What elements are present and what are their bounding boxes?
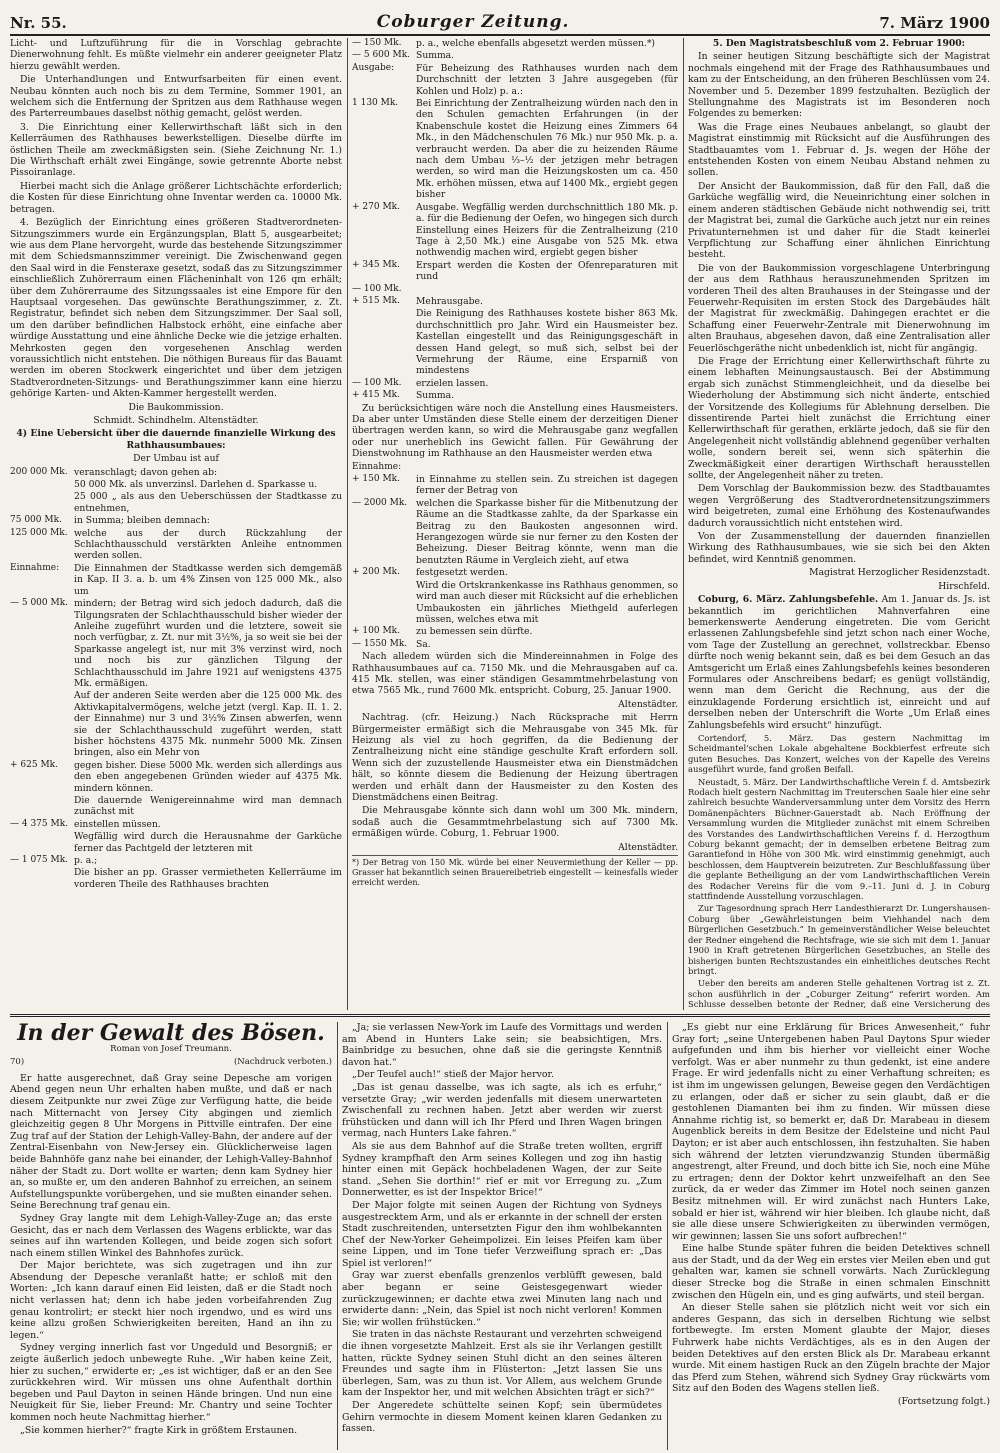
table-row (352, 50, 678, 61)
paragraph: Hierbei macht sich die Anlage größerer Lichtschächte erforderlich; die Kosten für diese Einrichtung ohne Inventar werden ca. 10000 Mk. betragen. (10, 180, 342, 215)
paragraph: Zu berücksichtigen wäre noch die Anstellung eines Hausmeisters. Da aber unter Umständen diese Stelle einem der derzeitigen Diener übertragen werden kann, so wird die Mehrausgabe ganz wegfallen oder nur unerheblich ins Gewicht fallen. Für Gewährung der Dienstwohnung im Rathhause an den Hausmeister werden etwa (352, 402, 678, 460)
paragraph: Der Major folgte mit seinen Augen der Richtung von Sydneys ausgestrecktem Arm, und als er erkannte in der schnell der ersten Stadt zuschreitenden, untersetzten Figur den ihm wohlbekannten Chef der New-Yorker Geheimpolizei. Ein leises Pfeifen kam über seine Lippen, und im Tone tiefer Verzweiflung sprach er: „Das Spiel ist verloren!“ (342, 1199, 662, 1269)
paragraph: Gray war zuerst ebenfalls grenzenlos verblüfft gewesen, bald aber begann er seine Geistesgegenwart wieder zurückzugewinnen; er dachte etwa zwei Minuten lang nach und erwiderte dann: „Nein, das Spiel ist noch nicht verloren! Kommen Sie; wir wollen frühstücken.“ (342, 1270, 662, 1328)
row-text: gegen bisher. Diese 5000 Mk. werden sich allerdings aus den eben angegebenen Gründen wieder auf 4375 Mk. mindern können. (74, 759, 342, 794)
amount: — 150 Mk. (352, 38, 402, 48)
serial-rights: (Nachdruck verboten.) (233, 1057, 332, 1068)
table-row (352, 639, 678, 650)
serial-number: 70) (10, 1057, 25, 1068)
table-row (10, 795, 342, 818)
row-text: welchen die Sparkasse bisher für die Mitbenutzung der Räume an die Stadtkasse zahlte, da der Sparkasse ein Beitrag zu den Baukosten angesonnen wird. Herangezogen würde sie nur ferner zu den Kosten der Beheizung. Dieser Beitrag könnte, wenn man die benutzten Räume in Vergleich zieht, auf etwa (416, 497, 678, 566)
table-row (352, 580, 678, 626)
row-text: Summa. (416, 390, 455, 402)
news-heading: Coburg, 6. März. Zahlungsbefehle. (698, 594, 879, 606)
signature: Altenstädter. (618, 841, 678, 853)
paragraph: „Es giebt nur eine Erklärung für Brices Anwesenheit,“ fuhr Gray fort; „seine Untergebenen haben Paul Daytons Spur wieder aufgefunden und ihm bis hierher vor vielleicht einer Woche verfolgt. Was er aber nunmehr zu thun gedenkt, ist eine andere Frage. Er wird jedenfalls nicht zu einer Verhaftung schreiten; es ist ihm im ungewissen gelungen, Beweise gegen den Verdächtigen zu erlangen, oder daß er sicher zu sein glaubt, daß er die gestohlenen Diamanten bei ihm zu finden. Wir müssen diese Annahme richtig ist, so bemerkt er, daß Dr. Marabeau in diesem Augenblick bereits in dem Besitze der Edelsteine und nicht Paul Dayton; er ist aber auch entschlossen, ihn festzuhalten. Sie haben sich während der letzten vierundzwanzig Stunden übermäßig angestrengt, alter Freund, und doch bitte ich Sie, noch eine Mühe zu ertragen; denn der Doktor kehrt unzweifelhaft an den See zurück, da er weder das Zimmer im Hotel noch seinen ganzen Besitz mitnehmen will. Er wird zunächst nach Hunters Lake, sobald er hier ist, während wir hier bleiben. Ich glaube nicht, daß sie alle diese unsere Schwierigkeiten zu überwinden vermögen, wir gewinnen; lassen Sie uns sofort aufbrechen!“ (672, 1022, 990, 1242)
paragraph: Von der Zusammenstellung der dauernden finanziellen Wirkung des Rathhausumbaues, wie sie sich bei den Akten befindet, wird Kenntniß genommen. (688, 531, 990, 565)
amount: Einnahme: (352, 461, 402, 472)
paragraph: Der Umbau ist auf (133, 453, 219, 465)
feuilleton-section (10, 1022, 990, 1450)
serial-column-2 (342, 1022, 662, 1450)
table-row (10, 598, 342, 689)
paragraph: „Sie kommen hierher?“ fragte Kirk in größtem Erstaunen. (20, 1424, 298, 1436)
news-text: Am 1. Januar ds. Js. ist bekanntlich im gerichtlichen Mahnverfahren eine bemerkenswerte Aenderung eingetreten. Die vom Gericht erlassenen Zahlungsbefehle sind jetzt schon nach einer Woche, vom Tage der Zustellung an gerechnet, vollstreckbar. Ebenso dürfte noch wenig bekannt sein, daß es bei dem Gesuch an das Amtsgericht um Erlaß eines Zahlungsbefehls keines besonderen Formulares oder Anschreibens bedarf; es genügt vollständig, wenn man dem Gericht die Rechnung, aus der die einzuklagende Forderung ersichtlich ist, einreicht und auf derselben neben der Unterschrift die Worte „Um Erlaß eines Zahlungsbefehls wird ersucht“ hinzufügt. (688, 594, 990, 731)
signature: Magistrat Herzoglicher Residenzstadt. (809, 567, 990, 579)
issue-number: Nr. 55. (10, 14, 67, 32)
row-text: Die bisher an pp. Grasser vermietheten Kellerräume im vorderen Theile des Rathhauses brachten (74, 867, 342, 890)
serial-title: In der Gewalt des Bösen. (17, 1022, 325, 1046)
table-row (10, 515, 342, 526)
amount: Einnahme: (10, 562, 60, 573)
row-text: Bei Einrichtung der Zentralheizung würden nach den in den Schulen gemachten Erfahrungen (in der Knabenschule kostet die Heizung eines Zimmers 64 Mk., in den Mädchenschulen 76 Mk.) nur 950 Mk. p. a. verbraucht werden. Da aber die zu heizenden Räume nach dem Umbau ⅓–½ der jetzigen mehr betragen werden, so wird man die Heizungskosten um ca. 450 Mk. erhöhen müssen, etwa auf 1400 Mk., ergiebt gegen bisher (416, 98, 678, 201)
table-row (10, 491, 342, 514)
amount: — 1 075 Mk. (10, 855, 69, 866)
signature-names: Schmidt. Schindhelm. Altenstädter. (93, 415, 259, 426)
news-item: Zur Tagesordnung sprach Herr Landesthierarzt Dr. Lungershausen-Coburg über „Gewährleistungen beim Viehhandel nach dem Bürgerlichen Gesetzbuch.“ In gemeinverständlicher Weise beleuchtet der Redner eingehend die Rechtsfrage, wie sie sich mit dem 1. Januar 1900 in Kraft getretenen Bürgerlichen Gesetzbuches, an Stelle des bisherigen bunten Rechtszustandes ein einheitliches deutsches Recht bringt. (688, 903, 990, 976)
row-text: Sa. (416, 638, 431, 650)
amount: + 100 Mk. (352, 626, 400, 637)
paragraph: Die von der Baukommission vorgeschlagene Unterbringung der aus dem Rathhaus herauszunehmenden Spritzen im vorderen Theil des alten Brauhauses in der Steingasse und der Feuerwehr-Requisiten im ersten Stock des Dargebäudes hält der Magistrat für zweckmäßig. Dahingegen erachtet er die Schaffung einer Feuerwehr-Zentrale mit Dienerwohnung im alten Brauhaus, abgesehen davon, daß eine Zentralisation aller Feuerlöschgeräthe nicht unbedenklich ist, nicht für angängig. (688, 262, 990, 354)
row-text: Ausgabe. Wegfällig werden durchschnittlich 180 Mk. p. a. für die Bedienung der Oefen, wo hingegen sich durch Einstellung eines Heizers für die Zentralheizung (210 Tage à 2,50 Mk.) eine Ausgabe von 525 Mk. etwa nothwendig machen wird, ergiebt gegen bisher (416, 201, 678, 259)
row-text: erzielen lassen. (416, 377, 489, 389)
row-text: Erspart werden die Kosten der Ofenreparaturen mit rund (416, 259, 678, 283)
column-divider (667, 1022, 668, 1450)
table-row (352, 462, 678, 473)
amount: Ausgabe: (352, 62, 395, 73)
serial-subtitle: Roman von Josef Treumann. (110, 1043, 232, 1054)
newspaper-title: Coburger Zeitung. (376, 12, 570, 32)
serial-column-1 (10, 1022, 332, 1450)
finance-rows (10, 467, 342, 891)
news-item: Cortendorf, 5. März. Das gestern Nachmittag im Scheidmantel'schen Lokale abgehaltene Bockbierfest erfreute sich guten Besuches. Das Konzert, welches von der Kapelle des Vereins ausgeführt wurde, fand großen Beifall. (688, 732, 990, 775)
amount: — 4 375 Mk. (10, 818, 69, 829)
paragraph: Eine halbe Stunde später fuhren die beiden Detektives schnell aus der Stadt, und da der Weg ein erstes vier Meilen eben und gut gehalten war, kamen sie schnell vorwärts. Nach Zurücklegung dieser Strecke bog die Straße in einen schmalen Einschnitt zwischen den Hügeln ein, und es ging aufwärts, und steil bergan. (672, 1243, 990, 1301)
amount: + 270 Mk. (352, 201, 400, 212)
row-text: in Einnahme zu stellen sein. Zu streichen ist dagegen ferner der Betrag von (416, 474, 678, 497)
row-text: Wegfällig wird durch die Herausnahme der Garküche ferner das Pachtgeld der letzteren mit (74, 831, 342, 854)
paragraph: „Das ist genau dasselbe, was ich sagte, als ich es erfuhr,“ versetzte Gray; „wir werden jedenfalls mit diesem unerwarteten Zwischenfall zu rechnen haben. Jetzt aber werden wir zuerst frühstücken und dann will ich Ihr Pferd und Ihren Wagen bringen vermag, nach Hunters Lake fahren.“ (342, 1081, 662, 1140)
table-row (10, 760, 342, 794)
amount: + 415 Mk. (352, 390, 400, 401)
amount: 1 130 Mk. (352, 98, 399, 109)
table-row (10, 479, 342, 490)
row-text: Wird die Ortskrankenkasse ins Rathhaus genommen, so wird man auch dieser mit Rücksicht auf die erheblichen Umbaukosten ein jährliches Miethgeld auferlegen müssen, welches etwa mit (416, 579, 678, 625)
signature: Die Baukommission. (128, 401, 224, 413)
row-text: welche aus der durch Rückzahlung der Schlachthausschuld verstärkten Anleihe entnommen werden sollen. (74, 527, 342, 562)
table-row (10, 819, 342, 830)
column-3 (688, 38, 990, 1010)
paragraph: Nach alledem würden sich die Mindereinnahmen in Folge des Rathhausumbaues auf ca. 7150 Mk. und die Mehrausgaben auf ca. 415 Mk. stellen, was einer ständigen Gesammtmehrbelastung von etwa 7565 Mk., rund 7600 Mk. entspricht. Coburg, 25. Januar 1900. (352, 651, 678, 697)
column-divider (347, 38, 348, 1010)
table-row (352, 390, 678, 401)
amount: — 2000 Mk. (352, 497, 408, 508)
paragraph: Er hatte ausgerechnet, daß Gray seine Depesche am vorigen Abend gegen neun Uhr erhalten haben mußte, und daß er nach diesem Zeitpunkte nur zwei Züge zur Verfügung hatte, die beide nach Mitternacht von Jersey City abgingen und ziemlich gleichzeitig gegen 8 Uhr Morgens in Pittville eintrafen. Der eine Zug traf auf der Station der Lehigh-Valley-Bahn, der andere auf der Zentral-Eisenbahn von New-Jersey ein. Glücklicherweise lagen beide Bahnhöfe ganz nahe bei einander, der Lehigh-Valley-Bahnhof näher der Stadt zu. Dort wollte er warten; denn kam Sydney hier an, so mußte er, um den anderen Bahnhof zu erreichen, an seinem Aufstellungspunkte vorübergehen, und sie mußten einander sehen. Seine Berechnung traf genau ein. (10, 1072, 332, 1212)
news-item (688, 594, 990, 731)
paragraph: Der Angeredete schüttelte seinen Kopf; sein übermüdetes Gehirn vermochte in diesem Moment keinen klaren Gedanken zu fassen. (342, 1400, 662, 1435)
row-text: p. a.; (74, 855, 98, 867)
section-heading: 4) Eine Uebersicht über die dauernde finanzielle Wirkung des Rathhausumbaues: (16, 428, 336, 451)
row-text: Summa. (416, 50, 455, 62)
table-row (10, 867, 342, 890)
row-text: 25 000 „ als aus den Ueberschüssen der Stadtkasse zu entnehmen, (74, 491, 342, 514)
paragraph: Licht- und Luftzuführung für die in Vorschlag gebrachte Dienerwohnung fehlt. Es müßte vielmehr ein anderer geeigneter Platz hierzu gewählt werden. (10, 38, 342, 72)
row-text: einstellen müssen. (74, 818, 161, 830)
table-row (352, 378, 678, 389)
masthead (10, 6, 990, 36)
amount: — 5 600 Mk. (352, 50, 411, 61)
column-divider (337, 1022, 338, 1450)
paragraph: 3. Die Einrichtung einer Kellerwirthschaft läßt sich in den Kellerräumen des Rathhauses bewerkstelligen. Dieselbe dürfte im östlichen Theile am zweckmäßigsten sein. (Siehe Zeichnung Nr. 1.) Die Wirthschaft erhält zwei Eingänge, sowie getrennte Aborte nebst Pissoiranlage. (10, 121, 342, 179)
row-text (416, 284, 678, 295)
amount (10, 690, 68, 758)
amount: — 5 000 Mk. (10, 598, 69, 609)
paragraph: „Der Teufel auch!“ stieß der Major hervor. (352, 1069, 554, 1081)
paragraph: In seiner heutigen Sitzung beschäftigte sich der Magistrat nochmals eingehend mit der Frage des Rathhausumbaues und kam zu der Entscheidung, an den früheren Beschlüssen vom 24. November und 5. Dezember 1899 festzuhalten. Bezüglich der Stellungnahme des Magistrats ist im Besonderen noch Folgendes zu bemerken: (688, 51, 990, 120)
amount (352, 308, 410, 376)
amount: — 100 Mk. (352, 283, 402, 294)
table-row (10, 563, 342, 597)
paragraph: Sydney verging innerlich fast vor Ungeduld und Besorgniß; er zeigte äußerlich jedoch unbewegte Ruhe. „Wir haben keine Zeit, hier zu suchen,“ erwiderte er; „es ist wichtiger, daß er an den See zurückkehren wird. Wir müssen uns ohne Aufenthalt dorthin begeben und Paul Dayton in seinen Hände bringen. Und nun eine Neuigkeit für Sie, lieber Freund: Mr. Chantry und seine Tochter kommen noch heute Nachmittag hierher.“ (10, 1342, 332, 1423)
amount: + 625 Mk. (10, 759, 58, 770)
amount (352, 580, 410, 626)
news-item: Neustadt, 5. März. Der Landwirthschaftliche Verein f. d. Amtsbezirk Rodach hielt gestern Nachmittag im Treuterschen Saale hier eine sehr zahlreich besuchte Wanderversammlung unter dem Vorsitz des Herrn Domänenpächters Büchner-Gauerstadt ab. Nach Eröffnung der Versammlung wurden die Mitglieder zunächst mit einem Schreiben des Vorstandes des Landwirthschaftlichen Vereins f. d. Herzogthum Coburg bekannt gemacht; der in demselben erbetene Beitrag zum Garantiefond in Höhe von 300 Mk. wird einstimmig genehmigt, auch beschlossen, dem Hauptverein beizutreten. Zur Beschlußfassung über die geplante Betheiligung an der vom Landwirthschaftlichen Verein des Rodacher Vereins für die vom 9.–11. Juni d. J. in Coburg stattfindende Ausstellung vorzuschlagen. (688, 776, 990, 902)
amount: — 100 Mk. (352, 377, 402, 388)
table-row (352, 284, 678, 295)
amount (10, 831, 68, 854)
table-row (10, 855, 342, 866)
amount: 200 000 Mk. (10, 466, 68, 477)
row-text: Die dauernde Wenigereinnahme wird man demnach zunächst mit (74, 795, 342, 818)
row-text: Auf der anderen Seite werden aber die 125 000 Mk. des Aktivkapitalvermögens, welche jetzt (vergl. Kap. II. 1. 2. der Einnahme) nur 3 und 3½% Zinsen abwerfen, wenn sie der Schlachthausschuld zugeführt werden, statt bisher höchstens 4375 Mk. nunmehr 5000 Mk. Zinsen bringen, also ein Mehr von (74, 690, 342, 759)
amount (10, 479, 68, 490)
amount: 75 000 Mk. (10, 515, 62, 526)
row-text: veranschlagt; davon gehen ab: (74, 466, 218, 478)
table-row (352, 38, 678, 49)
table-row (352, 296, 678, 307)
row-text (416, 462, 678, 473)
column-divider (683, 38, 684, 1010)
feuilleton-separator (10, 1014, 990, 1017)
paragraph: An dieser Stelle sahen sie plötzlich nicht weit vor sich ein anderes Gespann, das sich in derselben Richtung wie selbst fortbewegte. Im ersten Moment glaubte der Major, dieses Fuhrwerk habe nichts Verdächtiges, als es in den Augen der beiden Detektives auf den ersten Blick als Dr. Marabeau erkannt wurde. Mit einem hastigen Ruck an den Zügeln brachte der Major das Pferd zum Stehen, während sich Sydney Gray rückwärts vom Sitz auf den Boden des Wagens stellen ließ. (672, 1302, 990, 1395)
serial-column-3 (672, 1022, 990, 1450)
paragraph: Als sie aus dem Bahnhof auf die Straße treten wollten, ergriff Sydney krampfhaft den Arm seines Kollegen und zog ihn hastig hinter einen mit Gepäck hochbeladenen Wagen, der zur Seite stand. „Sehen Sie dorthin!“ rief er mit vor Erregung zu. „Zum Donnerwetter, es ist der Inspektor Brice!“ (342, 1140, 662, 1199)
amount: + 515 Mk. (352, 295, 400, 306)
serial-meta (10, 1057, 332, 1069)
paragraph: 4. Bezüglich der Einrichtung eines größeren Stadtverordneten-Sitzungszimmers wurde ein Ergänzungsplan, Blatt 5, ausgearbeitet; wie aus dem Plane hervorgeht, wurde das bestehende Sitzungszimmer mit dem Schiedsmannszimmer vereinigt. Die Zwischenwand gegen den Saal wird in die Fensteraxe gesetzt, sodaß das zu Sitzungszimmer einschließlich Zuhörerraum einen Flächeninhalt von 126 qm erhält; über dem Zuhörerraume des Sitzungssaales ist eine Empore für den Hauptsaal vorgesehen. Das gewünschte Berathungszimmer, z. Zt. Registratur, befindet sich neben dem Sitzungszimmer. Der Saal soll, um den darüber befindlichen Halbstock erhöht, eine einfache aber würdige Ausstattung und eine ähnliche Decke wie die jetzige erhalten. Mehrkosten gegen den vorgesehenen Anschlag werden voraussichtlich nicht entstehen. Die nöthigen Bureaus für das Bauamt werden im oberen Stockwerk eingerichtet und über dem jetzigen Stadtverordneten-Sitzungs- und Berathungszimmer kann eine hierzu gehörige Karten- und Akten-Kammer hergestellt werden. (10, 217, 342, 400)
column-1 (10, 38, 342, 1010)
column-2 (352, 38, 678, 1010)
news-item: Ueber den bereits am anderen Stelle gehaltenen Vortrag ist z. Zt. schon ausführlich in der „Coburger Zeitung“ referirt worden. Am Schlusse desselben betonte der Redner, daß eine Versicherung des (688, 978, 990, 1010)
to-be-continued: (Fortsetzung folgt.) (897, 1396, 990, 1407)
report-section (10, 38, 990, 1010)
amount (10, 867, 68, 890)
table-row (352, 308, 678, 376)
signature: Altenstädter. (618, 698, 678, 710)
row-text: mindern; der Betrag wird sich jedoch dadurch, daß die Tilgungsraten der Schlachthausschuld bisher wieder der Anleihe zugeführt wurden und die letztere, soweit sie noch verfügbar, z. Zt. nur mit 3½%, ja so weit sie bei der Sparkasse angelegt ist, nur mit 3% verzinst wird, noch und noch bis zur gänzlichen Tilgung der Schlachthausschuld im Jahre 1921 auf wenigstens 4375 Mk. ermäßigen. (74, 598, 342, 689)
row-text: zu bemessen sein dürfte. (416, 626, 533, 638)
row-text: Für Beheizung des Rathhauses wurden nach dem Durchschnitt der letzten 3 Jahre ausgegeben (für Kohlen und Holz) p. a.: (416, 62, 678, 97)
paragraph: Sie traten in das nächste Restaurant und verzehrten schweigend die ihnen vorgesetzte Mahlzeit. Erst als sie ihr Verlangen gestillt hatten, rückte Sydney seinen Stuhl dicht an den seines älteren Freundes und sagte ihm in Flüsterton: „Jetzt lassen Sie uns überlegen, Sam, was zu thun ist. Vor Allem, aus welchem Grunde kam der Inspektor her, und mit welchen Absichten trägt er sich?“ (342, 1329, 662, 1399)
paragraph: Der Ansicht der Baukommission, daß für den Fall, daß die Garküche wegfällig wird, die Neueinrichtung einer solchen in einem anderen städtischen Gebäude nicht nothwendig sei, tritt der Magistrat bei, zumal die Garküche auch jetzt nur ein reines Privatunternehmen ist und daher für die Stadt keinerlei Verpflichtung zur Schaffung einer ähnlichen Einrichtung besteht. (688, 180, 990, 261)
table-row (10, 528, 342, 562)
table-row (352, 474, 678, 497)
paragraph: Was die Frage eines Neubaues anbelangt, so glaubt der Magistrat einstimmig mit Rücksicht auf die Ausführungen des Stadtbauamtes vom 1. Februar d. Js. wegen der Höhe der entstehenden Kosten von einem Neubau Abstand nehmen zu sollen. (688, 121, 990, 179)
row-text: festgesetzt werden. (416, 567, 508, 579)
table-row (352, 567, 678, 578)
table-row (352, 202, 678, 259)
row-text: Mehrausgabe. (416, 295, 483, 307)
paragraph: Der Major berichtete, was sich zugetragen und ihn zur Absendung der Depesche veranlaßt hatte; er schloß mit den Worten: „Ich kann darauf einen Eid leisten, daß er die Stadt noch nicht verlassen hat; denn ich habe jeden vorbeifahrenden Zug genau kontrolirt; er steckt hier noch irgendwo, und es wird uns keine allzu großen Schwierigkeiten bereiten, Hand an ihn zu legen.“ (10, 1260, 332, 1341)
amount: 125 000 Mk. (10, 527, 68, 538)
signature: Hirschfeld. (938, 580, 990, 592)
amount (10, 491, 68, 514)
amount: — 1550 Mk. (352, 638, 408, 649)
table-row (10, 467, 342, 478)
amount (10, 795, 68, 818)
paragraph: Die Mehrausgabe könnte sich dann wohl um 300 Mk. mindern, sodaß auch die Gesammtmehrbelastung sich auf 7300 Mk. ermäßigen würde. Coburg, 1. Februar 1900. (352, 805, 678, 840)
row-text: in Summa; bleiben demnach: (74, 515, 210, 527)
row-text: 50 000 Mk. als unverzinsl. Darlehen d. Sparkasse u. (74, 479, 318, 491)
table-row (352, 498, 678, 566)
footnote: *) Der Betrag von 150 Mk. würde bei einer Neuvermiethung der Keller — pp. Grasser hat bekanntlich seinen Brauereibetrieb eingestellt — keinesfalls wieder erreicht werden. (352, 855, 678, 888)
table-row (352, 626, 678, 637)
table-row (10, 831, 342, 854)
issue-date: 7. März 1900 (879, 14, 990, 32)
table-row (352, 98, 678, 201)
row-text: Die Reinigung des Rathhauses kostete bisher 863 Mk. durchschnittlich pro Jahr. Wird ein Hausmeister bez. Kastellan eingestellt und das Reinigungsgeschäft in dessen Hand gelegt, so muß sich, selbst bei der Vermehrung der Räume, eine Ersparniß von mindestens (416, 308, 678, 377)
paragraph: Die Unterhandlungen und Entwurfsarbeiten für einen event. Neubau könnten auch noch bis zu dem Termine, Sommer 1901, an welchem sich die Entfernung der Spritzen aus dem Rathhause wegen des Parterreumbaues daselbst nöthig gemacht, gelöst werden. (10, 74, 342, 120)
amount: + 200 Mk. (352, 567, 400, 578)
paragraph: Sydney Gray langte mit dem Lehigh-Valley-Zuge an; das erste Gesicht, das er nach dem Verlassen des Wagens erblickte, war das seines auf ihn wartenden Kollegen, und beide zogen sich sofort nach einem stillen Winkel des Bahnhofes zurück. (10, 1212, 332, 1259)
paragraph: Nachtrag. (cfr. Heizung.) Nach Rücksprache mit Herrn Bürgermeister ermäßigt sich die Mehrausgabe von 345 Mk. für Heizung als viel zu hoch gegriffen, da die Bedienung der Zentralheizung nicht eine ständige geschulte Kraft erfordern soll. Wenn sich der zuzustellende Hausmeister etwa ein Dienstmädchen hält, so könnte diesem die Bedienung der Heizung übertragen werden und erhält dann der Hausmeister zu den Kosten des Dienstmädchens einen Beitrag. (352, 712, 678, 803)
section-heading: 5. Den Magistratsbeschluß vom 2. Februar 1900: (712, 38, 966, 49)
amount: + 345 Mk. (352, 259, 400, 270)
row-text: Die Einnahmen der Stadtkasse werden sich demgemäß in Kap. II 3. a. b. um 4% Zinsen von 125 000 Mk., also um (74, 562, 342, 597)
paragraph: Dem Vorschlag der Baukommission bezw. des Stadtbauamtes wegen Vergrößerung des Stadtverordnetensitzungszimmers wird beigetreten, zumal eine Erhöhung des Kostenaufwandes dadurch voraussichtlich nicht entstehen wird. (688, 483, 990, 529)
row-text: p. a., welche ebenfalls abgesetzt werden müssen.*) (416, 38, 656, 49)
table-row (10, 690, 342, 758)
table-row (352, 260, 678, 283)
paragraph: „Ja; sie verlassen New-York im Laufe des Vormittags und werden am Abend in Hunters Lake sein; sie beabsichtigen, Mrs. Bainbridge zu besuchen, ohne daß sie die geringste Kenntniß davon hat.“ (342, 1022, 662, 1068)
paragraph: Die Frage der Errichtung einer Kellerwirthschaft führte zu einem lebhaften Meinungsaustausch. Bei der Abstimmung ergab sich zunächst Stimmengleichheit, und da dieselbe bei Wiederholung der Abstimmung sich nicht änderte, entschied der Vorsitzende des Kollegiums für Ablehnung derselben. Die dissentirende Partei hielt zunächst die Errichtung einer Kellerwirthschaft für gerathen, erklärte jedoch, daß sie für den Angelegenheit nicht vollständig ablehnend gegenüber verhalten wolle, sondern bereit sei, wenn sich späterhin die Zweckmäßigkeit einer derartigen Wirthschaft herausstellen sollte, der Angelegenheit näher zu treten. (688, 355, 990, 482)
table-row (352, 63, 678, 97)
amount: + 150 Mk. (352, 474, 400, 485)
